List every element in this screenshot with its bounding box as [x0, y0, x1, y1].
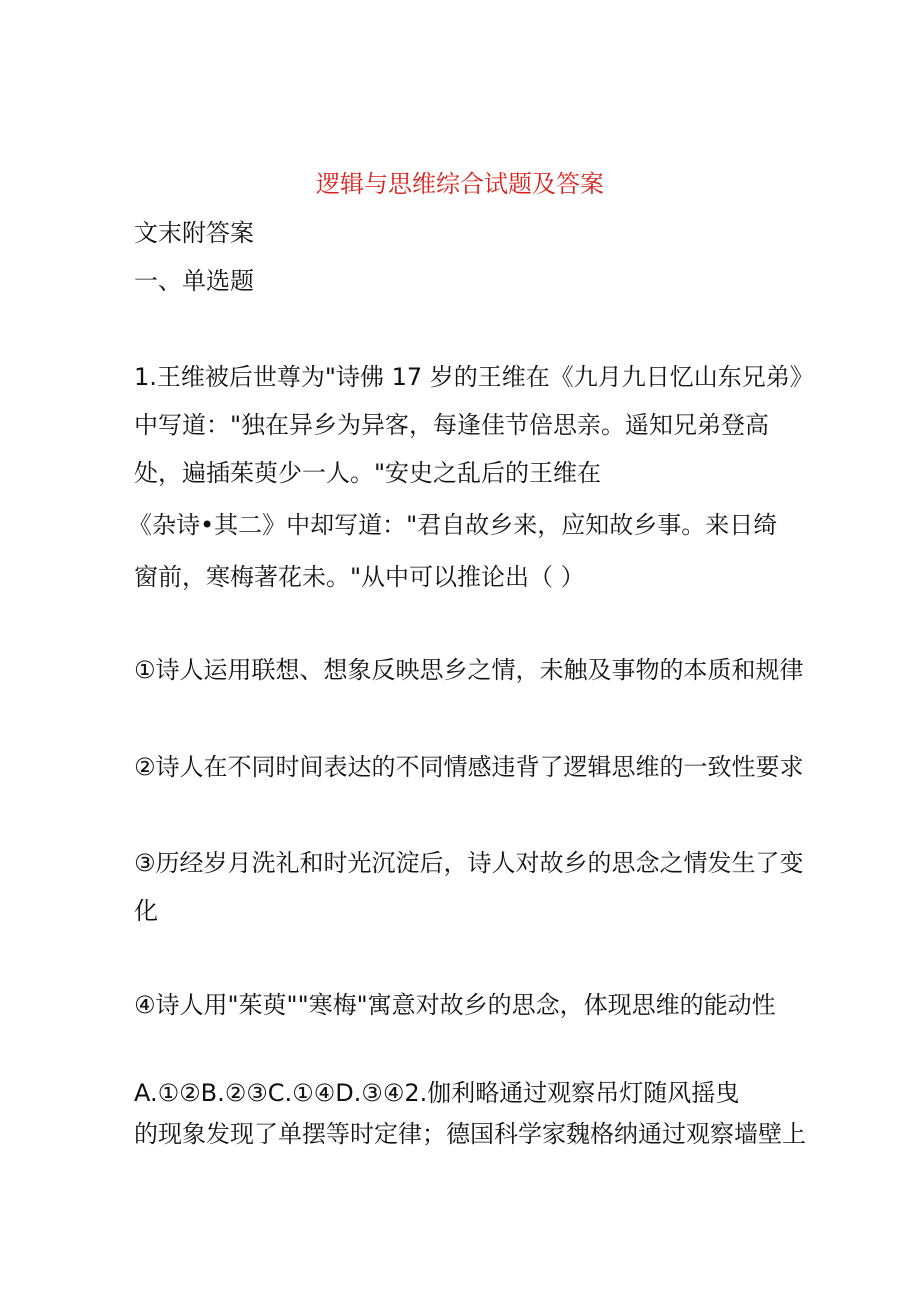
option-3-line: 化 [134, 897, 158, 925]
question-stem-line: 中写道："独在异乡为异客，每逢佳节倍思亲。遥知兄弟登高 [134, 411, 770, 439]
option-1: ①诗人运用联想、想象反映思乡之情，未触及事物的本质和规律 [134, 656, 804, 684]
question-stem-line: 《杂诗•其二》中却写道："君自故乡来，应知故乡事。来日绮 [128, 511, 778, 539]
question-stem-line: 1.王维被后世尊为"诗佛 17 岁的王维在《九月九日忆山东兄弟》 [134, 363, 814, 391]
answer-choices-and-question-2: A.①②B.②③C.①④D.③④2.伽利略通过观察吊灯随风摇曳 [134, 1079, 740, 1107]
question-stem-line: 窗前，寒梅著花未。"从中可以推论出（ ） [134, 563, 585, 591]
document-title: 逻辑与思维综合试题及答案 [316, 170, 604, 198]
option-2: ②诗人在不同时间表达的不同情感违背了逻辑思维的一致性要求 [134, 753, 804, 781]
question-stem-line: 处，遍插茱萸少一人。"安史之乱后的王维在 [134, 459, 602, 487]
answer-note: 文末附答案 [134, 219, 254, 247]
question-2-continuation: 的现象发现了单摆等时定律；德国科学家魏格纳通过观察墙壁上 [134, 1120, 806, 1148]
option-3-line: ③历经岁月洗礼和时光沉淀后，诗人对故乡的思念之情发生了变 [134, 849, 804, 877]
option-4: ④诗人用"茱萸""寒梅"寓意对故乡的思念，体现思维的能动性 [134, 991, 776, 1019]
section-heading: 一、单选题 [134, 267, 254, 295]
